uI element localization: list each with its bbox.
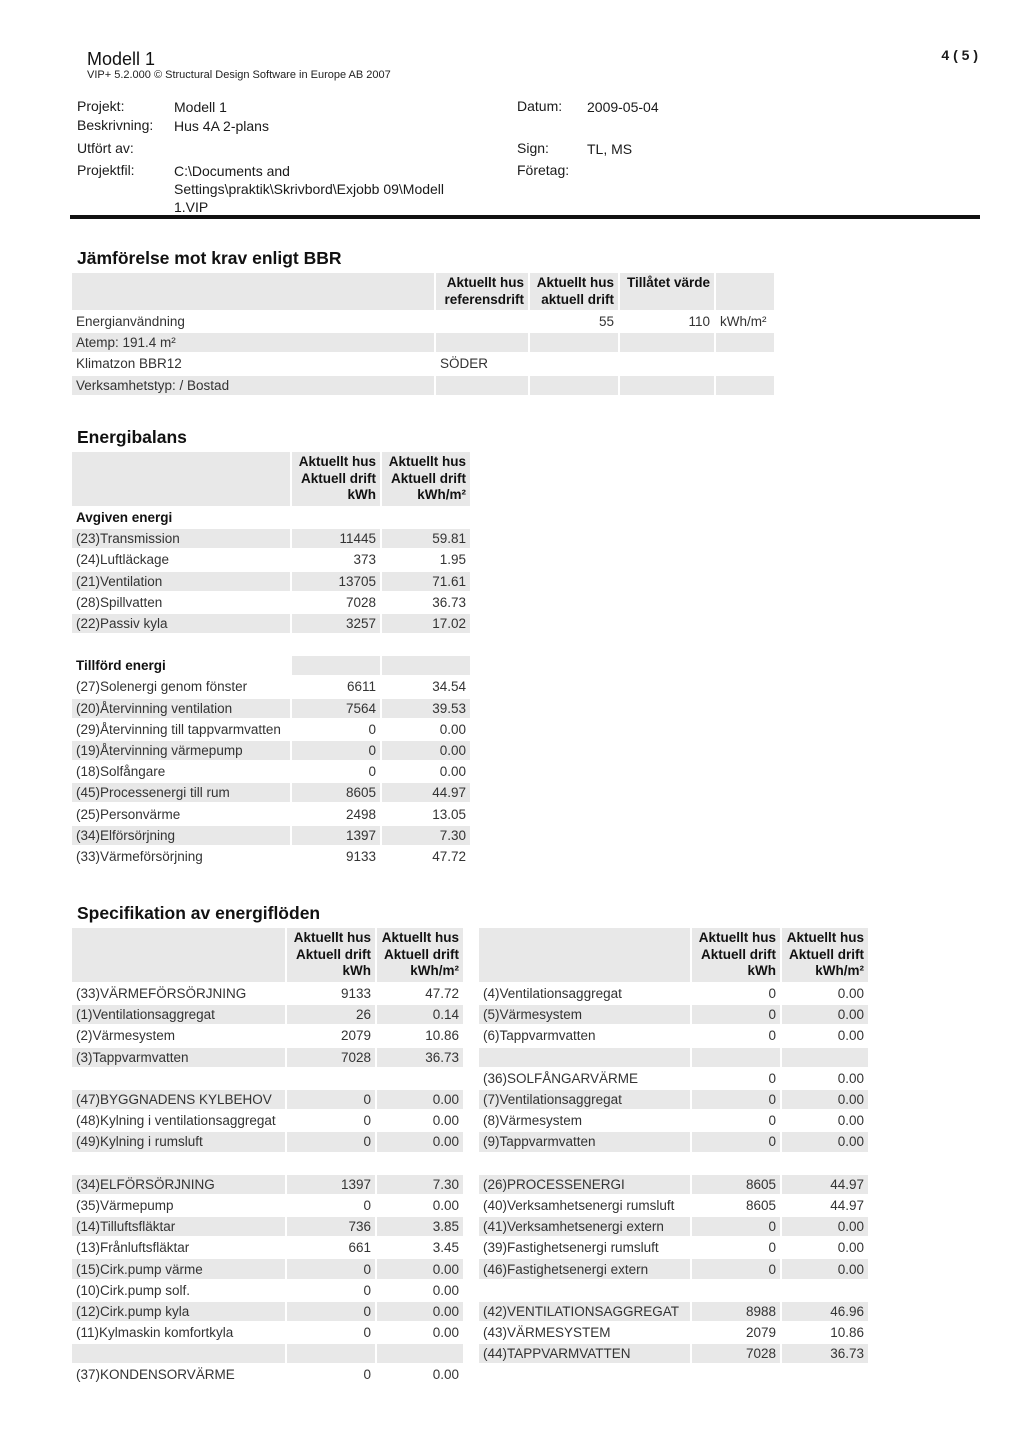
kwh-m2-value: 0.00 — [377, 1302, 463, 1321]
kwh-value: 7564 — [292, 699, 380, 718]
kwh-value: 0 — [768, 1070, 776, 1086]
table-row — [72, 762, 470, 781]
col-header-aktuell-drift: Aktuellt hus aktuell drift — [530, 273, 618, 310]
kwh-m2-value — [782, 1048, 868, 1067]
row-label: (11)Kylmaskin komfortkyla — [76, 1325, 234, 1341]
kwh-value: 373 — [353, 552, 376, 568]
kwh-value: 2498 — [345, 806, 376, 822]
unit-label — [716, 376, 774, 395]
separator-row — [72, 1154, 463, 1173]
kwh-value: 0 — [287, 1090, 375, 1109]
referensdrift-value — [436, 376, 528, 395]
row-label: (18)Solfångare — [76, 764, 166, 780]
kwh-m2-value: 7.30 — [382, 826, 470, 845]
group-heading-row — [72, 508, 470, 527]
table-row — [72, 699, 470, 718]
projekt-value: Modell 1 — [174, 99, 227, 115]
row-label: (21)Ventilation — [72, 572, 290, 591]
kwh-value: 0 — [368, 721, 376, 737]
kwh-value: 11445 — [292, 529, 380, 548]
row-label: (37)KONDENSORVÄRME — [76, 1367, 235, 1383]
row-label — [479, 1048, 690, 1067]
row-label: (34)ELFÖRSÖRJNING — [72, 1175, 285, 1194]
group-heading-avgiven: Avgiven energi — [76, 510, 173, 526]
row-label: (28)Spillvatten — [76, 594, 163, 610]
table-row — [479, 1026, 868, 1045]
kwh-m2-value: 13.05 — [432, 806, 466, 822]
header-divider — [70, 215, 980, 219]
referensdrift-value: SÖDER — [440, 356, 489, 372]
table-row — [72, 354, 774, 373]
kwh-value — [287, 1344, 375, 1363]
row-label: (43)VÄRMESYSTEM — [483, 1325, 611, 1341]
kwh-m2-value: 10.86 — [830, 1325, 864, 1341]
table-row — [72, 677, 470, 696]
kwh-m2-value: 0.00 — [837, 1240, 864, 1256]
kwh-value: 0 — [363, 1197, 371, 1213]
row-label: (1)Ventilationsaggregat — [72, 1005, 285, 1024]
kwh-value: 0 — [363, 1113, 371, 1129]
row-label: (12)Cirk.pump kyla — [72, 1302, 285, 1321]
energibalans-header-row — [72, 452, 470, 506]
kwh-value: 8605 — [745, 1197, 776, 1213]
blank-cell — [382, 656, 470, 675]
table-row — [72, 720, 470, 739]
kwh-m2-value: 0.00 — [782, 1259, 868, 1278]
kwh-value: 8605 — [292, 783, 380, 802]
row-label: (49)Kylning i rumsluft — [72, 1132, 285, 1151]
kwh-value: 3257 — [292, 614, 380, 633]
kwh-m2-value: 36.73 — [782, 1344, 868, 1363]
tillatet-varde-value — [620, 333, 714, 352]
kwh-value: 0 — [692, 1132, 780, 1151]
kwh-m2-value: 46.96 — [782, 1302, 868, 1321]
table-row — [479, 1344, 868, 1363]
kwh-value: 0 — [692, 1090, 780, 1109]
kwh-value: 0 — [768, 1028, 776, 1044]
specifikation-section-title: Specifikation av energiflöden — [77, 903, 321, 923]
kwh-m2-value: 44.97 — [830, 1197, 864, 1213]
row-label: Klimatzon BBR12 — [76, 356, 182, 372]
kwh-m2-value: 0.00 — [432, 1282, 459, 1298]
kwh-m2-value: 0.00 — [377, 1090, 463, 1109]
table-row — [72, 1048, 463, 1067]
separator-row — [72, 1069, 463, 1088]
kwh-value: 0 — [292, 741, 380, 760]
table-row — [479, 1259, 868, 1278]
sign-value: TL, MS — [587, 141, 633, 157]
bbr-header-row — [72, 273, 774, 310]
kwh-value: 13705 — [292, 572, 380, 591]
row-label: (41)Verksamhetsenergi extern — [479, 1217, 690, 1236]
table-row — [72, 1302, 463, 1321]
kwh-value: 0 — [692, 1005, 780, 1024]
row-label: Verksamhetstyp: / Bostad — [72, 376, 434, 395]
kwh-value: 0 — [363, 1325, 371, 1341]
table-row — [72, 741, 470, 760]
separator-row — [479, 1048, 868, 1067]
row-label: (45)Processenergi till rum — [72, 783, 290, 802]
kwh-m2-value — [377, 1069, 463, 1088]
table-row — [72, 1259, 463, 1278]
table-row — [72, 376, 774, 395]
beskrivning-value: Hus 4A 2-plans — [174, 118, 269, 134]
software-credit: VIP+ 5.2.000 © Structural Design Software in Europe AB 2007 — [87, 69, 391, 81]
row-label: (3)Tappvarmvatten — [72, 1048, 285, 1067]
row-label: (48)Kylning i ventilationsaggregat — [76, 1113, 276, 1129]
kwh-m2-value: 0.00 — [782, 1132, 868, 1151]
aktuell-drift-value — [530, 354, 618, 373]
energibalans-table — [70, 450, 472, 868]
spacer-row — [72, 635, 470, 654]
kwh-value: 661 — [348, 1240, 371, 1256]
kwh-value: 0 — [363, 1282, 371, 1298]
kwh-value: 0 — [287, 1302, 375, 1321]
group-heading-row — [72, 656, 470, 675]
row-label: (10)Cirk.pump solf. — [76, 1282, 191, 1298]
table-row — [72, 593, 470, 612]
col-header-referensdrift: Aktuellt hus referensdrift — [436, 273, 528, 310]
kwh-m2-value: 0.00 — [377, 1132, 463, 1151]
row-label: Atemp: 191.4 m² — [72, 333, 434, 352]
table-row — [72, 1132, 463, 1151]
table-row — [72, 1005, 463, 1024]
header-blank — [479, 928, 690, 982]
table-row — [479, 1005, 868, 1024]
table-row — [479, 1111, 868, 1130]
kwh-m2-value: 0.00 — [432, 1113, 459, 1129]
kwh-m2-value — [377, 1154, 463, 1173]
unit-label — [716, 354, 774, 373]
kwh-m2-value: 17.02 — [382, 614, 470, 633]
row-label: (15)Cirk.pump värme — [72, 1259, 285, 1278]
kwh-value: 8988 — [692, 1302, 780, 1321]
kwh-value: 2079 — [340, 1028, 371, 1044]
kwh-m2-value: 0.00 — [837, 1113, 864, 1129]
table-row — [72, 1238, 463, 1257]
row-label — [479, 1281, 690, 1300]
tillatet-varde-value — [620, 376, 714, 395]
kwh-m2-value: 0.00 — [432, 1367, 459, 1383]
row-label: (8)Värmesystem — [483, 1113, 583, 1129]
row-label: (13)Frånluftsfläktar — [76, 1240, 190, 1256]
row-label: (27)Solenergi genom fönster — [76, 679, 248, 695]
kwh-m2-value: 0.00 — [439, 721, 466, 737]
table-row — [479, 984, 868, 1003]
kwh-m2-value: 36.73 — [432, 594, 466, 610]
row-label: (34)Elförsörjning — [72, 826, 290, 845]
row-label — [72, 1154, 285, 1173]
kwh-value: 26 — [287, 1005, 375, 1024]
blank-cell — [382, 508, 470, 527]
table-row — [72, 333, 774, 352]
spec-left-header-row — [72, 928, 463, 982]
kwh-value: 0 — [287, 1259, 375, 1278]
row-label: Energianvändning — [76, 314, 185, 330]
kwh-value: 8605 — [692, 1175, 780, 1194]
kwh-m2-value: 0.14 — [377, 1005, 463, 1024]
sign-label: Sign: — [517, 140, 549, 156]
kwh-m2-value: 3.85 — [377, 1217, 463, 1236]
row-label: (25)Personvärme — [76, 806, 181, 822]
kwh-m2-value: 0.00 — [377, 1259, 463, 1278]
kwh-m2-value: 71.61 — [382, 572, 470, 591]
table-row — [72, 984, 463, 1003]
kwh-m2-value: 0.00 — [782, 1090, 868, 1109]
datum-value: 2009-05-04 — [587, 99, 659, 115]
kwh-m2-value: 0.00 — [432, 1197, 459, 1213]
row-label: (33)VÄRMEFÖRSÖRJNING — [76, 986, 247, 1002]
kwh-m2-value: 59.81 — [382, 529, 470, 548]
kwh-m2-value: 39.53 — [382, 699, 470, 718]
col-header-kwh: Aktuellt hus Aktuell drift kWh — [292, 452, 380, 506]
kwh-value — [692, 1048, 780, 1067]
header-blank — [716, 273, 774, 310]
kwh-value: 0 — [692, 1259, 780, 1278]
header-blank — [72, 928, 285, 982]
kwh-m2-value: 10.86 — [425, 1028, 459, 1044]
col-header-kwh-m2: Aktuellt hus Aktuell drift kWh/m² — [377, 928, 463, 982]
kwh-value: 0 — [287, 1132, 375, 1151]
row-label — [72, 1344, 285, 1363]
table-row — [479, 1323, 868, 1342]
row-label: (7)Ventilationsaggregat — [479, 1090, 690, 1109]
row-label: (29)Återvinning till tappvarmvatten — [76, 721, 281, 737]
projektfil-line: 1.VIP — [174, 199, 209, 215]
row-label: (2)Värmesystem — [76, 1028, 176, 1044]
kwh-m2-value: 47.72 — [425, 986, 459, 1002]
aktuell-drift-value — [530, 333, 618, 352]
kwh-value: 0 — [768, 1240, 776, 1256]
separator-row — [479, 1154, 868, 1173]
beskrivning-label: Beskrivning: — [77, 117, 154, 133]
table-row — [72, 1111, 463, 1130]
kwh-m2-value: 44.97 — [382, 783, 470, 802]
table-row — [72, 550, 470, 569]
kwh-value: 7028 — [692, 1344, 780, 1363]
kwh-value: 0 — [768, 1113, 776, 1129]
kwh-m2-value — [782, 1281, 868, 1300]
kwh-value: 2079 — [745, 1325, 776, 1341]
kwh-m2-value: 0.00 — [432, 1325, 459, 1341]
row-label: (9)Tappvarmvatten — [479, 1132, 690, 1151]
table-row — [479, 1175, 868, 1194]
col-header-kwh: Aktuellt hus Aktuell drift kWh — [287, 928, 375, 982]
kwh-m2-value: 0.00 — [439, 764, 466, 780]
kwh-value — [287, 1154, 375, 1173]
projektfil-label: Projektfil: — [77, 162, 135, 178]
kwh-value: 0 — [363, 1367, 371, 1383]
kwh-m2-value: 34.54 — [432, 679, 466, 695]
table-row — [72, 826, 470, 845]
row-label: (36)SOLFÅNGARVÄRME — [483, 1070, 639, 1086]
row-label: (4)Ventilationsaggregat — [483, 986, 622, 1002]
table-row — [479, 1090, 868, 1109]
group-heading-tillford: Tillförd energi — [76, 658, 166, 674]
blank-cell — [292, 656, 380, 675]
kwh-value: 0 — [692, 1217, 780, 1236]
page-number: 4 ( 5 ) — [941, 47, 978, 63]
referensdrift-value — [436, 312, 528, 331]
header-blank — [72, 452, 290, 506]
row-label: (5)Värmesystem — [479, 1005, 690, 1024]
col-header-tillatet-varde: Tillåtet värde — [620, 273, 714, 310]
kwh-m2-value: 0.00 — [382, 741, 470, 760]
kwh-value — [287, 1069, 375, 1088]
aktuell-drift-value — [530, 376, 618, 395]
kwh-value: 6611 — [346, 679, 376, 695]
row-label: (26)PROCESSENERGI — [479, 1175, 690, 1194]
table-row — [479, 1132, 868, 1151]
kwh-value: 736 — [287, 1217, 375, 1236]
row-label: (42)VENTILATIONSAGGREGAT — [479, 1302, 690, 1321]
table-row — [72, 1323, 463, 1342]
kwh-m2-value: 0.00 — [837, 1028, 864, 1044]
utfort-label: Utfört av: — [77, 140, 134, 156]
kwh-m2-value: 0.00 — [782, 1217, 868, 1236]
col-header-kwh-m2: Aktuellt hus Aktuell drift kWh/m² — [382, 452, 470, 506]
table-row — [72, 847, 470, 866]
table-row — [72, 804, 470, 823]
kwh-value: 7028 — [287, 1048, 375, 1067]
kwh-m2-value: 7.30 — [377, 1175, 463, 1194]
projekt-label: Projekt: — [77, 98, 125, 114]
table-row — [72, 1175, 463, 1194]
referensdrift-value — [436, 333, 528, 352]
table-row — [72, 1281, 463, 1300]
spec-right-table — [477, 926, 870, 1365]
kwh-m2-value: 3.45 — [432, 1240, 459, 1256]
tillatet-varde-value: 110 — [688, 314, 710, 330]
table-row — [72, 1196, 463, 1215]
row-label: (35)Värmepump — [76, 1197, 174, 1213]
table-row — [72, 1090, 463, 1109]
kwh-m2-value — [782, 1154, 868, 1173]
kwh-m2-value: 0.00 — [782, 1005, 868, 1024]
kwh-value: 9133 — [345, 848, 376, 864]
row-label: (40)Verksamhetsenergi rumsluft — [483, 1197, 675, 1213]
table-row — [479, 1217, 868, 1236]
row-label: (47)BYGGNADENS KYLBEHOV — [72, 1090, 285, 1109]
table-row — [72, 1365, 463, 1384]
kwh-m2-value: 1.95 — [439, 552, 466, 568]
kwh-m2-value: 0.00 — [837, 986, 864, 1002]
foretag-label: Företag: — [517, 162, 570, 178]
table-row — [72, 783, 470, 802]
table-row — [72, 1217, 463, 1236]
table-row — [72, 1026, 463, 1045]
row-label: (19)Återvinning värmepump — [72, 741, 290, 760]
header-blank — [72, 273, 434, 310]
document-title: Modell 1 — [87, 49, 156, 69]
table-row — [72, 572, 470, 591]
kwh-value: 1397 — [292, 826, 380, 845]
col-header-kwh: Aktuellt hus Aktuell drift kWh — [692, 928, 780, 982]
kwh-value: 0 — [768, 986, 776, 1002]
projektfil-value — [174, 162, 444, 216]
kwh-value — [692, 1281, 780, 1300]
table-row — [479, 1196, 868, 1215]
table-row — [72, 529, 470, 548]
row-label: (24)Luftläckage — [76, 552, 170, 568]
blank-cell — [292, 508, 380, 527]
tillatet-varde-value — [620, 354, 714, 373]
aktuell-drift-value: 55 — [598, 314, 614, 330]
table-row — [479, 1069, 868, 1088]
unit-label: kWh/m² — [720, 314, 767, 330]
row-label — [479, 1154, 690, 1173]
bbr-section-title: Jämförelse mot krav enligt BBR — [77, 248, 342, 268]
kwh-value: 9133 — [340, 986, 371, 1002]
kwh-value — [692, 1154, 780, 1173]
kwh-value: 7028 — [345, 594, 376, 610]
projektfil-line: Settings\praktik\Skrivbord\Exjobb 09\Modell — [174, 181, 445, 197]
row-label: (20)Återvinning ventilation — [72, 699, 290, 718]
spec-left-table — [70, 926, 465, 1387]
datum-label: Datum: — [517, 98, 563, 114]
unit-label — [716, 333, 774, 352]
separator-row — [72, 1344, 463, 1363]
row-label: (46)Fastighetsenergi extern — [479, 1259, 690, 1278]
row-label: (33)Värmeförsörjning — [76, 848, 203, 864]
row-label: (23)Transmission — [72, 529, 290, 548]
kwh-value: 0 — [368, 764, 376, 780]
table-row — [72, 312, 774, 331]
kwh-m2-value: 44.97 — [782, 1175, 868, 1194]
energibalans-section-title: Energibalans — [77, 427, 187, 447]
table-row — [479, 1238, 868, 1257]
spec-right-header-row — [479, 928, 868, 982]
row-label: (14)Tilluftsfläktar — [72, 1217, 285, 1236]
row-label: (6)Tappvarmvatten — [483, 1028, 596, 1044]
kwh-m2-value: 47.72 — [432, 848, 466, 864]
kwh-value: 1397 — [287, 1175, 375, 1194]
row-label: (22)Passiv kyla — [72, 614, 290, 633]
row-label — [72, 1069, 285, 1088]
projektfil-line: C:\Documents and — [174, 163, 290, 179]
row-label: (44)TAPPVARMVATTEN — [479, 1344, 690, 1363]
kwh-m2-value: 0.00 — [837, 1070, 864, 1086]
separator-row — [479, 1281, 868, 1300]
table-row — [479, 1302, 868, 1321]
row-label: (39)Fastighetsenergi rumsluft — [483, 1240, 659, 1256]
kwh-m2-value — [377, 1344, 463, 1363]
col-header-kwh-m2: Aktuellt hus Aktuell drift kWh/m² — [782, 928, 868, 982]
kwh-m2-value: 36.73 — [377, 1048, 463, 1067]
bbr-table — [70, 271, 776, 397]
table-row — [72, 614, 470, 633]
